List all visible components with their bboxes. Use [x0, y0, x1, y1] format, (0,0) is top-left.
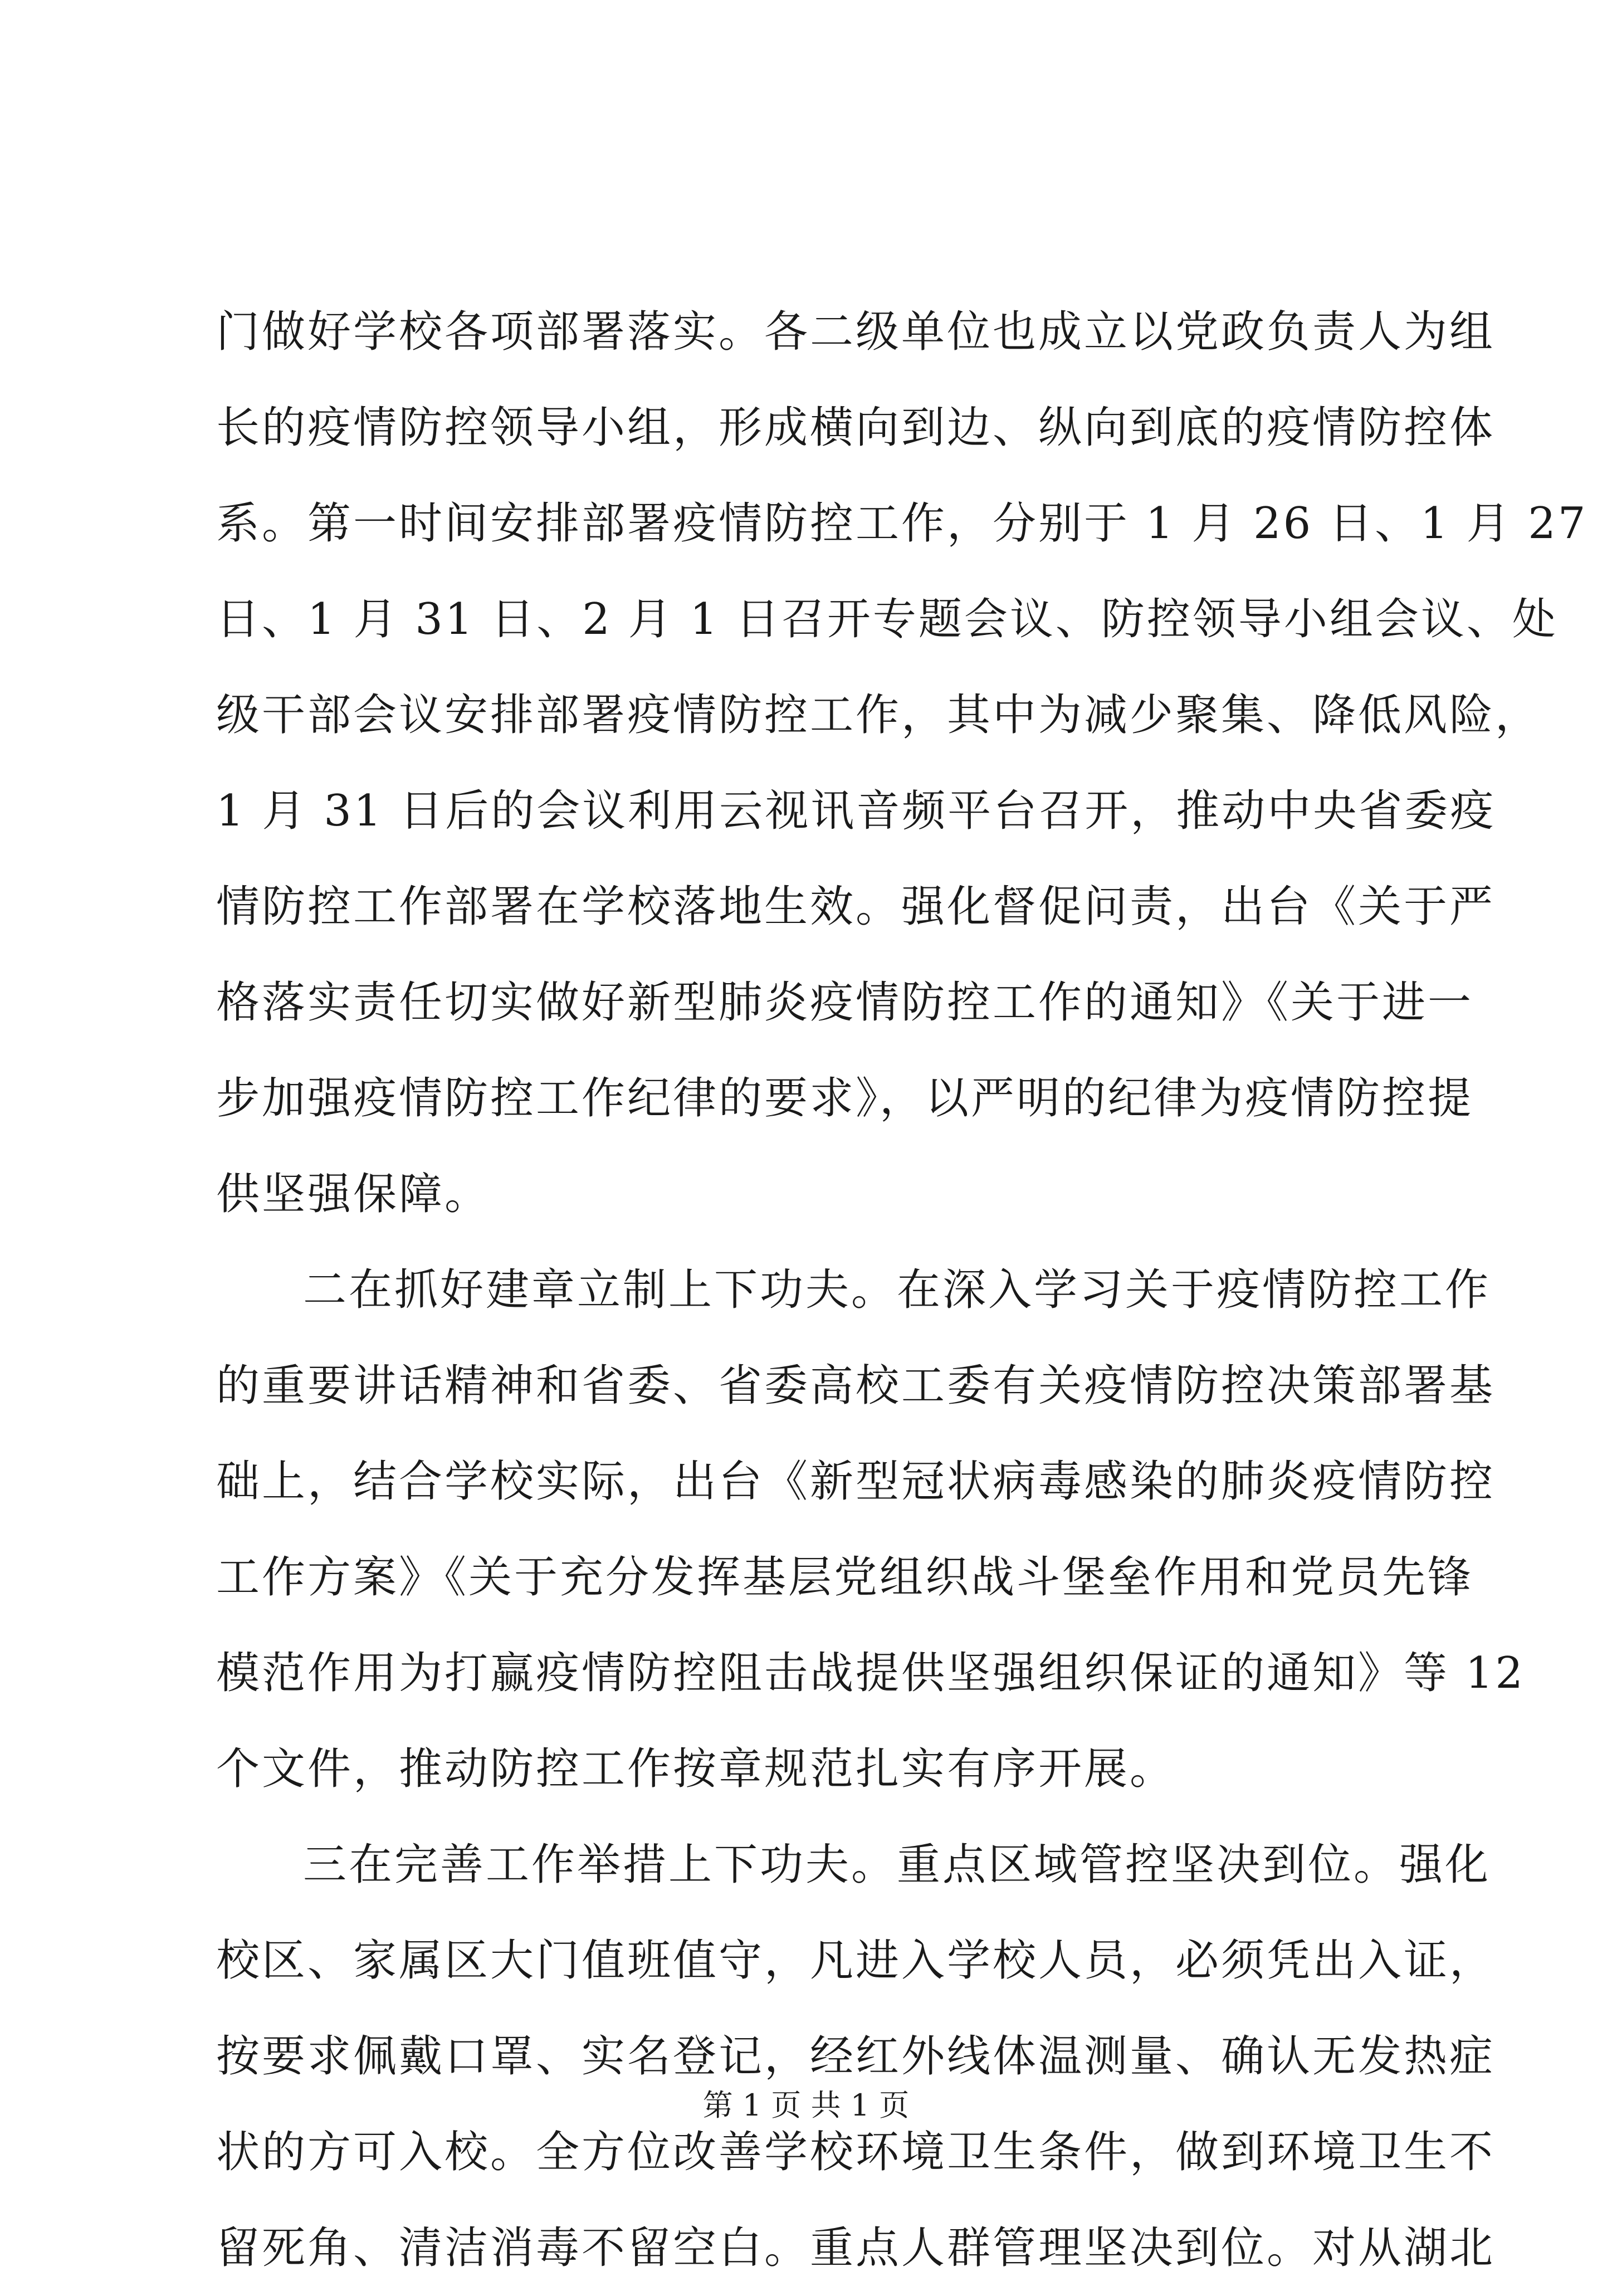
text-line: 步加强疫情防控工作纪律的要求》，以严明的纪律为疫情防控提	[216, 1073, 1474, 1123]
text-line: 系。第一时间安排部署疫情防控工作，分别于 1 月 26 日、1 月 27	[216, 499, 1588, 549]
text-line: 模范作用为打赢疫情防控阻击战提供坚强组织保证的通知》等 12	[216, 1648, 1526, 1698]
page-footer: 第 1 页 共 1 页	[702, 2088, 910, 2123]
text-line: 1 月 31 日后的会议利用云视讯音频平台召开，推动中央省委疫	[216, 786, 1496, 836]
paragraph-start-line: 二在抓好建章立制上下功夫。在深入学习关于疫情防控工作	[303, 1265, 1491, 1315]
document-body	[216, 284, 1588, 2296]
text-line: 情防控工作部署在学校落地生效。强化督促问责，出台《关于严	[216, 882, 1496, 932]
text-line: 供坚强保障。	[216, 1169, 491, 1219]
text-line: 长的疫情防控领导小组，形成横向到边、纵向到底的疫情防控体	[216, 403, 1496, 453]
text-line: 个文件，推动防控工作按章规范扎实有序开展。	[216, 1744, 1176, 1794]
text-line: 级干部会议安排部署疫情防控工作，其中为减少聚集、降低风险，	[216, 690, 1541, 740]
text-line: 工作方案》《关于充分发挥基层党组织战斗堡垒作用和党员先锋	[216, 1552, 1474, 1603]
text-line: 留死角、清洁消毒不留空白。重点人群管理坚决到位。对从湖北	[216, 2223, 1496, 2273]
text-line: 门做好学校各项部署落实。各二级单位也成立以党政负责人为组	[216, 307, 1496, 357]
text-line: 日、1 月 31 日、2 月 1 日召开专题会议、防控领导小组会议、处	[216, 594, 1558, 644]
text-line: 础上，结合学校实际，出台《新型冠状病毒感染的肺炎疫情防控	[216, 1457, 1496, 1507]
text-line: 按要求佩戴口罩、实名登记，经红外线体温测量、确认无发热症	[216, 2031, 1496, 2082]
text-line: 格落实责任切实做好新型肺炎疫情防控工作的通知》《关于进一	[216, 978, 1474, 1028]
text-line: 校区、家属区大门值班值守，凡进入学校人员，必须凭出入证，	[216, 1936, 1496, 1986]
text-line: 的重要讲话精神和省委、省委高校工委有关疫情防控决策部署基	[216, 1361, 1496, 1411]
text-line: 状的方可入校。全方位改善学校环境卫生条件，做到环境卫生不	[216, 2127, 1496, 2177]
paragraph-start-line: 三在完善工作举措上下功夫。重点区域管控坚决到位。强化	[303, 1840, 1491, 1890]
